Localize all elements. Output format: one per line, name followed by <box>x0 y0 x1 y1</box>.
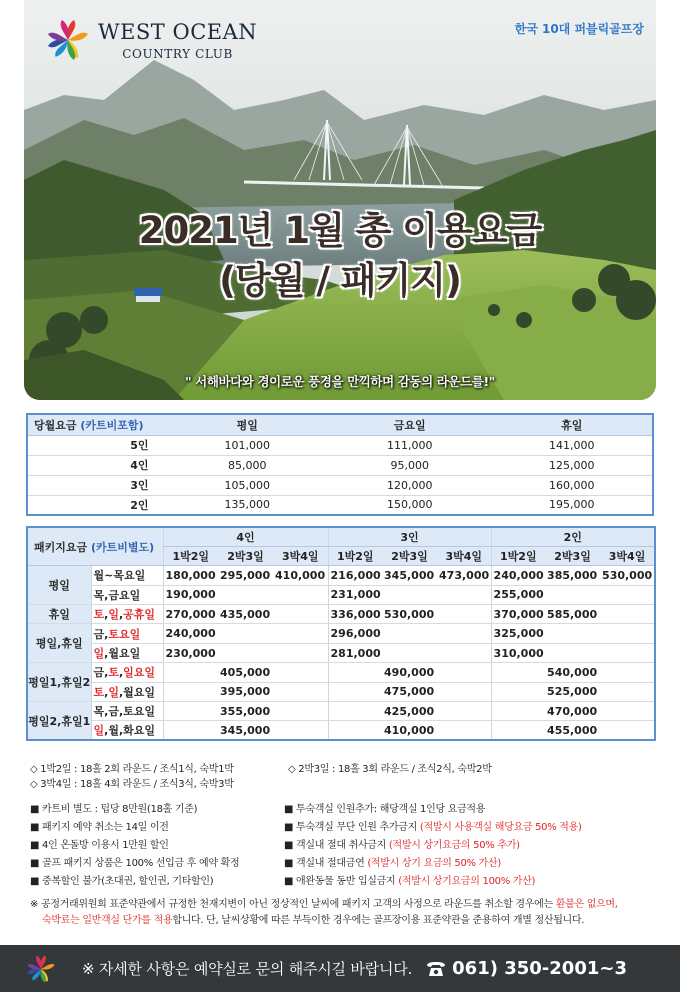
price-cell <box>273 682 328 701</box>
price-cell: 85,000 <box>167 455 328 475</box>
row-label: 2인 <box>27 495 167 515</box>
table-row <box>27 585 655 604</box>
price-cell: 216,000 <box>328 566 382 585</box>
price-cell <box>545 585 600 604</box>
row-day-label: 일,월,화요일 <box>91 721 163 740</box>
table-row <box>27 435 653 455</box>
price-cell <box>437 663 491 682</box>
price-cell <box>163 721 218 740</box>
package-label: 패키지요금 <box>34 540 88 554</box>
group-header: 4인 <box>163 527 328 546</box>
price-cell <box>273 702 328 721</box>
price-cell: 410,000 <box>273 566 328 585</box>
row-day-label: 월~목요일 <box>91 566 163 585</box>
note-item: ◇ 1박2일 : 18홀 2회 라운드 / 조식1식, 숙박1박 <box>30 764 234 775</box>
price-cell: 230,000 <box>163 643 218 662</box>
price-cell <box>218 643 273 662</box>
col-header: 2박3일 <box>382 546 437 565</box>
price-cell <box>491 682 545 701</box>
monthly-note: (카트비포함) <box>80 418 144 432</box>
price-cell: 195,000 <box>491 495 653 515</box>
price-cell: 281,000 <box>328 643 382 662</box>
group-header: 2인 <box>491 527 655 546</box>
row-day-label: 토,일,공휴일 <box>91 605 163 624</box>
price-cell <box>273 663 328 682</box>
price-cell: 530,000 <box>600 566 655 585</box>
monthly-label: 당월요금 <box>34 418 77 432</box>
col-header: 2박3일 <box>545 546 600 565</box>
table-row <box>27 643 655 662</box>
col-header: 금요일 <box>328 414 491 435</box>
row-day-label: 토,일,월요일 <box>91 682 163 701</box>
price-cell: 95,000 <box>328 455 491 475</box>
price-cell: 530,000 <box>382 605 437 624</box>
col-header: 1박2일 <box>163 546 218 565</box>
price-cell: 336,000 <box>328 605 382 624</box>
price-cell <box>328 682 382 701</box>
price-cell <box>600 682 655 701</box>
price-cell: 525,000 <box>545 682 600 701</box>
col-header: 1박2일 <box>328 546 382 565</box>
table-row <box>27 624 655 643</box>
row-group-label: 휴일 <box>27 605 91 624</box>
hero-banner <box>24 0 656 400</box>
table-row <box>27 682 655 701</box>
price-cell <box>273 605 328 624</box>
table-row <box>27 702 655 721</box>
pinwheel-logo-icon <box>26 954 56 984</box>
price-cell <box>600 663 655 682</box>
note-item: ■ 애완동물 동반 입실금지 (적발시 상기요금의 100% 가산) <box>284 876 536 887</box>
package-composition-notes <box>30 762 650 792</box>
price-cell <box>273 585 328 604</box>
price-cell <box>328 721 382 740</box>
table-row <box>27 721 655 740</box>
price-cell <box>163 663 218 682</box>
table-row <box>27 495 653 515</box>
price-cell <box>437 585 491 604</box>
price-cell: 231,000 <box>328 585 382 604</box>
price-cell: 455,000 <box>545 721 600 740</box>
price-cell <box>437 721 491 740</box>
row-day-label: 금,토,일요일 <box>91 663 163 682</box>
note-item: ■ 객실내 절대 취사금지 (적발시 상기요금의 50% 추가) <box>284 840 520 851</box>
note-item: ■ 투숙객실 인원추가: 해당객실 1인당 요금적용 <box>284 804 486 815</box>
col-header: 3박4일 <box>273 546 328 565</box>
row-label: 5인 <box>27 435 167 455</box>
note-item: ■ 카트비 별도 : 팁당 8만원(18홀 기준) <box>30 804 198 815</box>
price-cell: 141,000 <box>491 435 653 455</box>
note-item: ■ 4인 온돌방 이용시 1만원 할인 <box>30 840 169 851</box>
price-cell: 135,000 <box>167 495 328 515</box>
note-item: ■ 투숙객실 무단 인원 추가금지 (적발시 사용객실 해당요금 50% 적용) <box>284 822 582 833</box>
note-item: ■ 패키지 예약 취소는 14일 이전 <box>30 822 169 833</box>
brand-name: WEST OCEAN <box>98 19 258 44</box>
table-row <box>27 475 653 495</box>
price-cell: 405,000 <box>218 663 273 682</box>
row-group-label: 평일,휴일 <box>27 624 91 663</box>
row-label: 3인 <box>27 475 167 495</box>
package-table-body <box>27 566 655 741</box>
price-cell <box>437 702 491 721</box>
price-cell: 395,000 <box>218 682 273 701</box>
brand-subtitle: COUNTRY CLUB <box>122 46 233 61</box>
price-cell: 385,000 <box>545 566 600 585</box>
price-cell: 473,000 <box>437 566 491 585</box>
price-cell: 345,000 <box>382 566 437 585</box>
price-cell <box>600 624 655 643</box>
row-day-label: 목,금요일 <box>91 585 163 604</box>
row-day-label: 일,월요일 <box>91 643 163 662</box>
note-item: ◇ 2박3일 : 18홀 3회 라운드 / 조식2식, 숙박2박 <box>288 764 492 775</box>
price-cell <box>491 721 545 740</box>
price-cell: 296,000 <box>328 624 382 643</box>
table-corner-label <box>27 527 163 566</box>
brand-tagline: 한국 10대 퍼블릭골프장 <box>514 22 644 36</box>
brand-logo[interactable] <box>46 18 257 62</box>
policy-notes <box>30 801 660 891</box>
row-group-label: 평일 <box>27 566 91 605</box>
price-cell: 345,000 <box>218 721 273 740</box>
price-cell <box>600 605 655 624</box>
price-cell <box>273 721 328 740</box>
price-cell: 370,000 <box>491 605 545 624</box>
price-cell: 125,000 <box>491 455 653 475</box>
price-cell <box>163 702 218 721</box>
col-header: 2박3일 <box>218 546 273 565</box>
contact-message: ※ 자세한 사항은 예약실로 문의 해주시길 바랍니다. <box>82 960 413 978</box>
phone-icon <box>426 961 446 977</box>
price-cell: 410,000 <box>382 721 437 740</box>
price-cell: 540,000 <box>545 663 600 682</box>
table-header-row <box>27 527 655 546</box>
price-cell <box>437 643 491 662</box>
note-item: ■ 골프 패키지 상품은 100% 선입금 후 예약 확정 <box>30 858 240 869</box>
price-cell <box>382 585 437 604</box>
row-day-label: 금,토요일 <box>91 624 163 643</box>
price-cell: 120,000 <box>328 475 491 495</box>
row-group-label: 평일2,휴일1 <box>27 702 91 741</box>
group-header: 3인 <box>328 527 491 546</box>
price-cell <box>491 663 545 682</box>
price-cell <box>437 624 491 643</box>
price-cell <box>600 585 655 604</box>
phone-link[interactable] <box>426 958 627 979</box>
table-row <box>27 605 655 624</box>
price-cell <box>491 702 545 721</box>
refund-policy-note: ※ 공정거래위원회 표준약관에서 규정한 천재지변이 아닌 정상적인 날씨에 패키지 고객의 사정으로 라운드를 취소할 경우에는 환불은 없으며, 숙박료는 일반객실 단가를 적용합니다. 단, 날씨상황에 따른 부득이한 경우에는 골프장이용 표준약관을 준용하여 개별 정산됩니다. <box>30 899 618 926</box>
price-cell <box>437 682 491 701</box>
price-cell: 190,000 <box>163 585 218 604</box>
price-cell <box>545 643 600 662</box>
note-item: ◇ 3박4일 : 18홀 4회 라운드 / 조식3식, 숙박3박 <box>30 779 234 790</box>
table-header-row <box>27 414 653 435</box>
price-cell: 160,000 <box>491 475 653 495</box>
col-header: 3박4일 <box>600 546 655 565</box>
price-cell <box>218 585 273 604</box>
price-cell <box>600 702 655 721</box>
price-cell: 310,000 <box>491 643 545 662</box>
price-cell <box>328 663 382 682</box>
pinwheel-logo-icon <box>46 18 90 62</box>
price-cell: 270,000 <box>163 605 218 624</box>
price-cell: 240,000 <box>491 566 545 585</box>
phone-number: 061) 350-2001~3 <box>452 958 627 979</box>
note-item: ■ 객실내 절대금연 (적발시 상기 요금의 50% 가산) <box>284 858 501 869</box>
col-header: 평일 <box>167 414 328 435</box>
col-header: 휴일 <box>491 414 653 435</box>
price-cell <box>600 721 655 740</box>
price-cell: 295,000 <box>218 566 273 585</box>
price-cell: 180,000 <box>163 566 218 585</box>
page-subtitle: (당월 / 패키지) <box>219 259 461 302</box>
price-cell: 475,000 <box>382 682 437 701</box>
package-price-table <box>26 526 656 741</box>
price-cell: 150,000 <box>328 495 491 515</box>
price-cell <box>273 643 328 662</box>
price-cell <box>328 702 382 721</box>
price-cell: 470,000 <box>545 702 600 721</box>
price-cell: 585,000 <box>545 605 600 624</box>
table-row <box>27 663 655 682</box>
hero-slogan: " 서해바다와 경이로운 풍경을 만끽하며 감동의 라운드를!" <box>185 374 495 389</box>
price-cell: 425,000 <box>382 702 437 721</box>
col-header: 1박2일 <box>491 546 545 565</box>
price-cell <box>218 624 273 643</box>
price-cell <box>163 682 218 701</box>
price-cell: 240,000 <box>163 624 218 643</box>
col-header: 3박4일 <box>437 546 491 565</box>
contact-footer <box>0 945 680 992</box>
monthly-price-table <box>26 413 654 516</box>
price-cell: 255,000 <box>491 585 545 604</box>
price-cell <box>382 643 437 662</box>
price-cell <box>273 624 328 643</box>
price-cell <box>437 605 491 624</box>
price-cell: 105,000 <box>167 475 328 495</box>
price-cell <box>600 643 655 662</box>
price-cell <box>382 624 437 643</box>
price-cell: 355,000 <box>218 702 273 721</box>
row-group-label: 평일1,휴일2 <box>27 663 91 702</box>
price-cell: 490,000 <box>382 663 437 682</box>
row-day-label: 목,금,토요일 <box>91 702 163 721</box>
price-cell <box>545 624 600 643</box>
price-cell: 111,000 <box>328 435 491 455</box>
price-cell: 435,000 <box>218 605 273 624</box>
price-cell: 325,000 <box>491 624 545 643</box>
package-note: (카트비별도) <box>90 540 155 554</box>
note-item: ■ 중복할인 불가(초대권, 할인권, 기타할인) <box>30 876 214 887</box>
row-label: 4인 <box>27 455 167 475</box>
table-row <box>27 455 653 475</box>
table-corner-label <box>27 414 167 435</box>
price-cell: 101,000 <box>167 435 328 455</box>
table-row <box>27 566 655 585</box>
page-title: 2021년 1월 총 이용요금 <box>138 209 542 252</box>
